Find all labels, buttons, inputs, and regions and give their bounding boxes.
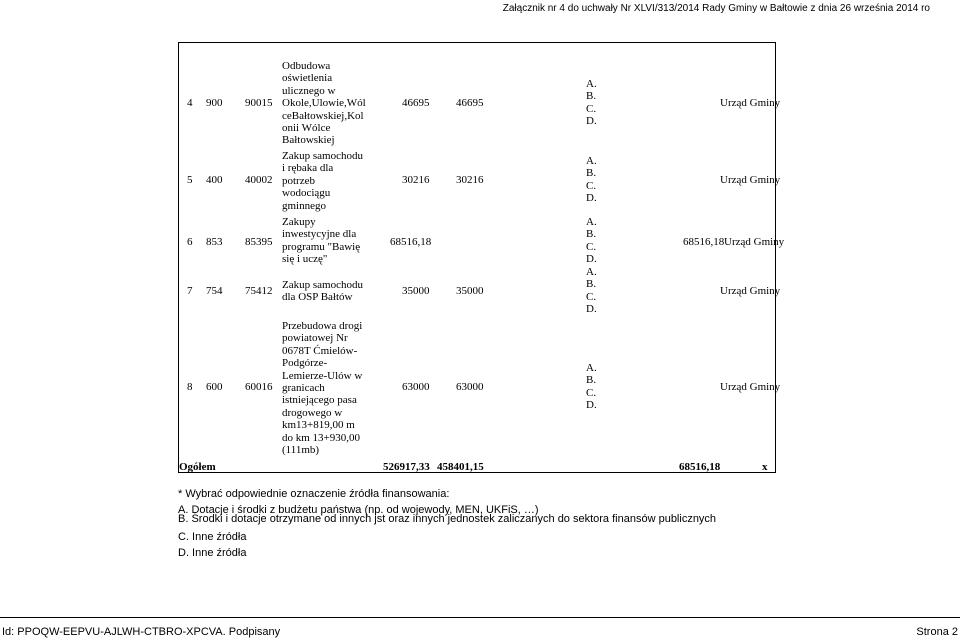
total-x: x bbox=[762, 461, 768, 473]
row-unit: Urząd Gminy bbox=[720, 381, 781, 393]
note-line: B. Środki i dotacje otrzymane od innych jst oraz innych jednostek zaliczanych do sektora finansów publicznych bbox=[178, 513, 717, 525]
note-line: C. Inne źródła bbox=[178, 531, 247, 543]
total-value-1: 526917,33 bbox=[383, 461, 430, 473]
attachment-header: Załącznik nr 4 do uchwały Nr XLVI/313/2014 Rady Gminy w Bałtowie z dnia 26 września 2014 ro bbox=[502, 3, 930, 14]
footer-page-number: Strona 2 bbox=[916, 626, 958, 638]
row-value-total: 63000 bbox=[402, 381, 430, 393]
row-unit: Urząd Gminy bbox=[720, 285, 781, 297]
row-rozdzial: 85395 bbox=[245, 236, 273, 248]
row-lp: 7 bbox=[187, 285, 193, 297]
note-line: A. Dotacje i środki z budżetu państwa (np. od wojewody, MEN, UKFiS, …) bbox=[178, 504, 539, 516]
row-dzial: 600 bbox=[206, 381, 223, 393]
row-description: Odbudowa oświetlenia ulicznego w Okole,Ulowie,Wól ceBałtowskiej,Kol onii Wólce Bałtowskiej bbox=[282, 60, 366, 147]
row-source-codes: A. B. C. D. bbox=[586, 266, 597, 316]
total-value-2: 458401,15 bbox=[437, 461, 484, 473]
note-line: * Wybrać odpowiednie oznaczenie źródła finansowania: bbox=[178, 488, 450, 500]
footer-divider bbox=[0, 617, 960, 618]
row-source-codes: A. B. C. D. bbox=[586, 216, 597, 266]
row-value-budget: 35000 bbox=[456, 285, 484, 297]
row-description: Przebudowa drogi powiatowej Nr 0678T Ćmielów- Podgórze- Lemierze-Ulów w granicach istniejącego pasa drogowego w km13+819,00 m do km 13+930,00 (111mb) bbox=[282, 320, 363, 457]
note-line: D. Inne źródła bbox=[178, 547, 247, 559]
total-value-3: 68516,18 bbox=[679, 461, 721, 473]
row-dzial: 853 bbox=[206, 236, 223, 248]
row-lp: 4 bbox=[187, 97, 193, 109]
row-source-codes: A. B. C. D. bbox=[586, 78, 597, 128]
total-label: Ogółem bbox=[179, 461, 216, 473]
row-description: Zakup samochodu dla OSP Bałtów bbox=[282, 279, 363, 304]
row-rozdzial: 60016 bbox=[245, 381, 273, 393]
row-value-total: 35000 bbox=[402, 285, 430, 297]
row-unit: Urząd Gminy bbox=[724, 236, 785, 248]
row-rozdzial: 40002 bbox=[245, 174, 273, 186]
row-rozdzial: 90015 bbox=[245, 97, 273, 109]
row-value-budget: 30216 bbox=[456, 174, 484, 186]
row-lp: 8 bbox=[187, 381, 193, 393]
row-source-codes: A. B. C. D. bbox=[586, 155, 597, 205]
row-unit: Urząd Gminy bbox=[720, 174, 781, 186]
row-value-budget: 63000 bbox=[456, 381, 484, 393]
row-value-total: 30216 bbox=[402, 174, 430, 186]
row-unit: Urząd Gminy bbox=[720, 97, 781, 109]
row-lp: 6 bbox=[187, 236, 193, 248]
row-source-codes: A. B. C. D. bbox=[586, 362, 597, 412]
row-dzial: 400 bbox=[206, 174, 223, 186]
row-dzial: 900 bbox=[206, 97, 223, 109]
row-description: Zakupy inwestycyjne dla programu "Bawię się i uczę" bbox=[282, 216, 361, 266]
row-value-budget: 46695 bbox=[456, 97, 484, 109]
footer-id: Id: PPOQW-EEPVU-AJLWH-CTBRO-XPCVA. Podpisany bbox=[2, 626, 281, 638]
row-dzial: 754 bbox=[206, 285, 223, 297]
row-lp: 5 bbox=[187, 174, 193, 186]
row-rozdzial: 75412 bbox=[245, 285, 273, 297]
row-value-total: 46695 bbox=[402, 97, 430, 109]
row-description: Zakup samochodu i rębaka dla potrzeb wodociągu gminnego bbox=[282, 150, 363, 212]
row-value-other: 68516,18 bbox=[683, 236, 725, 248]
row-value-total: 68516,18 bbox=[390, 236, 432, 248]
